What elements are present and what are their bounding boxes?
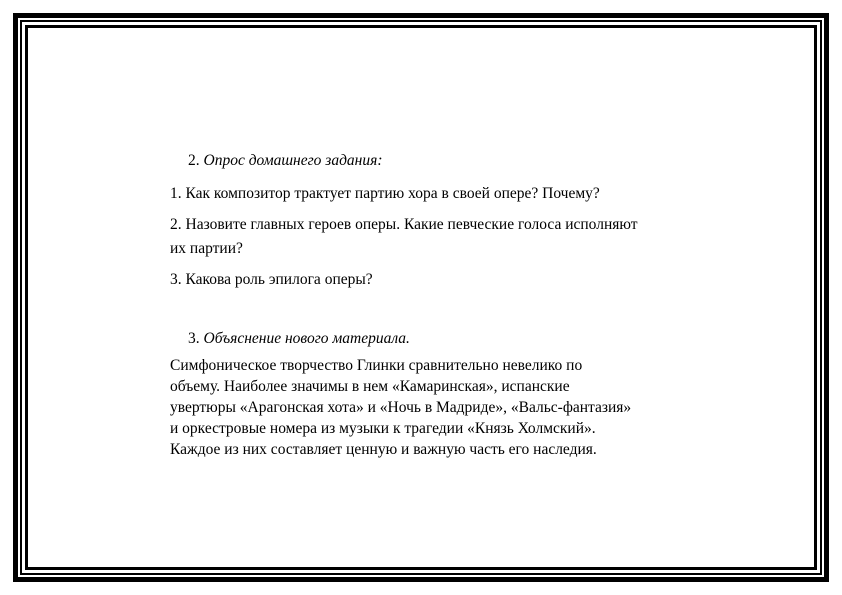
question-2 xyxy=(170,214,730,259)
slide-content xyxy=(170,150,730,460)
section-2-heading xyxy=(188,150,730,171)
question-3: 3. Какова роль эпилога оперы? xyxy=(170,271,373,288)
question-1: 1. Как композитор трактует партию хора в своей опере? Почему? xyxy=(170,185,600,202)
section-2-title: Опрос домашнего задания: xyxy=(203,152,383,169)
section-3-heading xyxy=(188,328,730,349)
question-2-line-1: 2. Назовите главных героев оперы. Какие певческие голоса исполняют xyxy=(170,216,638,233)
section-3-number: 3. xyxy=(188,330,200,347)
body-line-3: увертюры «Арагонская хота» и «Ночь в Мадриде», «Вальс-фантазия» xyxy=(170,399,632,416)
section-3-title: Объяснение нового материала. xyxy=(203,330,410,347)
section-2-number: 2. xyxy=(188,152,200,169)
body-line-1: Симфоническое творчество Глинки сравнительно невелико по xyxy=(170,357,583,374)
body-line-5: Каждое из них составляет ценную и важную часть его наследия. xyxy=(170,441,597,458)
section-3-body xyxy=(170,355,730,460)
body-line-2: объему. Наиболее значимы в нем «Камаринская», испанские xyxy=(170,378,570,395)
question-2-line-2: их партии? xyxy=(170,240,243,257)
body-line-4: и оркестровые номера из музыки к трагедии «Князь Холмский». xyxy=(170,420,596,437)
